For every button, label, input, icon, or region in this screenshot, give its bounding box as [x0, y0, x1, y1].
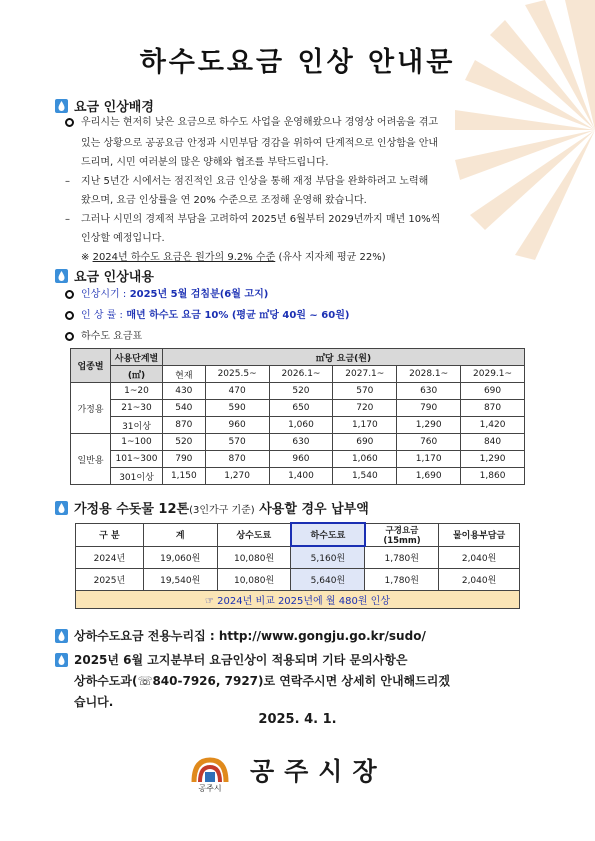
- notice-date: 2025. 4. 1.: [258, 712, 337, 727]
- table-cell: 2024년: [76, 546, 144, 568]
- text-line: 그러나 시민의 경제적 부담을 고려하여 2025년 6월부터 2029년까지 매년 10%씩: [81, 214, 441, 225]
- period-cell: 현재: [163, 366, 206, 383]
- rate-cell: 630: [269, 434, 333, 451]
- section-heading-content: [55, 266, 154, 285]
- page-title: 하수도요금 인상 안내문: [139, 47, 456, 78]
- rate-cell: 870: [163, 417, 206, 434]
- tier-cell: 1~20: [111, 383, 163, 400]
- table-row: [71, 383, 525, 400]
- increase-rate: 인 상 률 : 매년 하수도 요금 10% (평균 ㎥당 40원 ~ 60원): [81, 310, 350, 321]
- rate-cell: 630: [397, 383, 461, 400]
- water-drop-icon: [55, 99, 68, 113]
- section-title: 요금 인상내용: [74, 270, 154, 285]
- table-row: [71, 400, 525, 417]
- header-cell-sewage: 하수도료: [291, 523, 365, 546]
- table-row: [76, 568, 520, 590]
- mayor-signature: 공주시장: [250, 757, 387, 786]
- header-cell: 물이용부담금: [439, 523, 520, 546]
- table-cell-sewage: 5,160원: [291, 546, 365, 568]
- rate-cell: 1,290: [397, 417, 461, 434]
- cost-note: ※ 2024년 하수도 요금은 원가의 9.2% 수준 (유사 지자체 평균 22%): [81, 252, 386, 263]
- header-cell: 상수도료: [217, 523, 291, 546]
- contact-line: 상하수도과(☏840-7926, 7927)로 연락주시면 상세히 안내해드리겠: [74, 674, 450, 688]
- circle-bullet-icon: [65, 118, 74, 127]
- rate-cell: 960: [205, 417, 269, 434]
- rate-cell: 1,170: [397, 451, 461, 468]
- increase-period: 인상시기 : 2025년 5월 검침분(6월 고지): [81, 289, 269, 300]
- rate-cell: 870: [205, 451, 269, 468]
- contact-block: [55, 650, 450, 713]
- period-cell: 2029.1~: [461, 366, 525, 383]
- rate-cell: 840: [461, 434, 525, 451]
- text-line: 있는 상황으로 공공요금 안정과 시민부담 경감을 위하여 단계적으로 인상함을 안내: [81, 138, 439, 149]
- table-row: [71, 451, 525, 468]
- table-cell-sewage: 5,640원: [291, 568, 365, 590]
- rate-cell: 1,270: [205, 468, 269, 485]
- tier-cell: 301이상: [111, 468, 163, 485]
- table-cell: 10,080원: [217, 568, 291, 590]
- table-row: [76, 546, 520, 568]
- background-paragraphs: 우리시는 현저히 낮은 요금으로 하수도 사업을 운영해왔으나 경영상 어려움을 겪고 있는 상황으로 공공요금 안정과 시민부담 경감을 위하여 단계적으로 인상함을 안내 드리며, 시민 여러분의 많은 양해와 협조를 부탁드립니다. – 지난 5년간 시에서는 점진적인 요금 인상을 통해 재정 부담을 완화하려고 노력해 왔으며, 요금 인상률을 연 20% 수준으로 조정해 운영해 왔습니다. – 그러나 시민의 경제적 부담을 고려하여 2025년 6월부터 2029년까지 매년 10%씩 인상할 예정입니다. ※ 2024년 하수도 요금은 원가의 9.2% 수준 (유사 지자체 평균 22%): [65, 113, 545, 267]
- header-category: 업종별: [71, 349, 111, 383]
- header-cell: 구경요금 (15mm): [365, 523, 439, 546]
- water-drop-icon: [55, 269, 68, 283]
- tier-cell: 21~30: [111, 400, 163, 417]
- category-cell: 일반용: [71, 434, 111, 485]
- rate-cell: 1,690: [397, 468, 461, 485]
- circle-bullet-icon: [65, 290, 74, 299]
- category-cell: 가정용: [71, 383, 111, 434]
- rate-cell: 960: [269, 451, 333, 468]
- contact-line: 2025년 6월 고지분부터 요금인상이 적용되며 기타 문의사항은: [74, 653, 408, 667]
- rate-cell: 1,290: [461, 451, 525, 468]
- period-cell: 2026.1~: [269, 366, 333, 383]
- table-row: [71, 434, 525, 451]
- rate-cell: 650: [269, 400, 333, 417]
- header-usage-unit: (㎥): [111, 366, 163, 383]
- rate-cell: 570: [205, 434, 269, 451]
- table-cell: 2,040원: [439, 546, 520, 568]
- table-cell: 2025년: [76, 568, 144, 590]
- text-line: 인상할 예정입니다.: [81, 233, 165, 244]
- contact-line: 습니다.: [74, 695, 114, 709]
- content-items: [65, 285, 545, 348]
- rate-cell: 690: [461, 383, 525, 400]
- header-rate: ㎥당 요금(원): [163, 349, 525, 366]
- header-cell: 구 분: [76, 523, 144, 546]
- rate-cell: 1,540: [333, 468, 397, 485]
- header-cell: 계: [143, 523, 217, 546]
- sewage-fee-table: [70, 348, 525, 485]
- period-cell: 2028.1~: [397, 366, 461, 383]
- rate-cell: 590: [205, 400, 269, 417]
- rate-cell: 570: [333, 383, 397, 400]
- rate-cell: 470: [205, 383, 269, 400]
- rate-cell: 1,400: [269, 468, 333, 485]
- table-cell: 1,780원: [365, 568, 439, 590]
- rate-cell: 790: [163, 451, 206, 468]
- table-row: [71, 417, 525, 434]
- text-line: 우리시는 현저히 낮은 요금으로 하수도 사업을 운영해왔으나 경영상 어려움을 겪고: [81, 117, 439, 128]
- table-row: [71, 468, 525, 485]
- rate-cell: 690: [333, 434, 397, 451]
- rate-cell: 1,150: [163, 468, 206, 485]
- rate-cell: 720: [333, 400, 397, 417]
- comparison-note: ☞ 2024년 비교 2025년에 월 480원 인상: [76, 590, 520, 608]
- rate-cell: 870: [461, 400, 525, 417]
- rate-cell: 540: [163, 400, 206, 417]
- table-cell: 2,040원: [439, 568, 520, 590]
- table-cell: 1,780원: [365, 546, 439, 568]
- water-drop-icon: [55, 653, 68, 667]
- text-line: 드리며, 시민 여러분의 많은 양해와 협조를 부탁드립니다.: [81, 157, 329, 168]
- tier-cell: 101~300: [111, 451, 163, 468]
- rate-cell: 520: [269, 383, 333, 400]
- water-drop-icon: [55, 501, 68, 515]
- text-line: 왔으며, 요금 인상률을 연 20% 수준으로 조정해 운영해 왔습니다.: [81, 195, 367, 206]
- website-line: [55, 627, 426, 644]
- period-cell: 2027.1~: [333, 366, 397, 383]
- water-drop-icon: [55, 629, 68, 643]
- rate-cell: 760: [397, 434, 461, 451]
- period-cell: 2025.5~: [205, 366, 269, 383]
- rate-cell: 520: [163, 434, 206, 451]
- text-line: 지난 5년간 시에서는 점진적인 요금 인상을 통해 재정 부담을 완화하려고 노력해: [81, 176, 429, 187]
- payment-table: [75, 522, 520, 609]
- rate-cell: 1,060: [269, 417, 333, 434]
- rate-cell: 430: [163, 383, 206, 400]
- rate-cell: 1,170: [333, 417, 397, 434]
- rate-cell: 1,860: [461, 468, 525, 485]
- section-title: 가정용 수돗물 12톤(3인가구 기준) 사용할 경우 납부액: [74, 502, 369, 517]
- table-cell: 19,540원: [143, 568, 217, 590]
- tier-cell: 1~100: [111, 434, 163, 451]
- section-title: 요금 인상배경: [74, 100, 154, 115]
- table-cell: 19,060원: [143, 546, 217, 568]
- circle-bullet-icon: [65, 332, 74, 341]
- website-link[interactable]: 상하수도요금 전용누리집 : http://www.gongju.go.kr/sudo/: [74, 629, 426, 643]
- circle-bullet-icon: [65, 311, 74, 320]
- rate-cell: 1,060: [333, 451, 397, 468]
- logo-label: 공주시: [198, 784, 222, 793]
- fee-table-caption: 하수도 요금표: [81, 331, 143, 342]
- rate-cell: 790: [397, 400, 461, 417]
- rate-cell: 1,420: [461, 417, 525, 434]
- tier-cell: 31이상: [111, 417, 163, 434]
- header-usage: 사용단계별: [111, 349, 163, 366]
- section-heading-household: [55, 498, 369, 517]
- table-cell: 10,080원: [217, 546, 291, 568]
